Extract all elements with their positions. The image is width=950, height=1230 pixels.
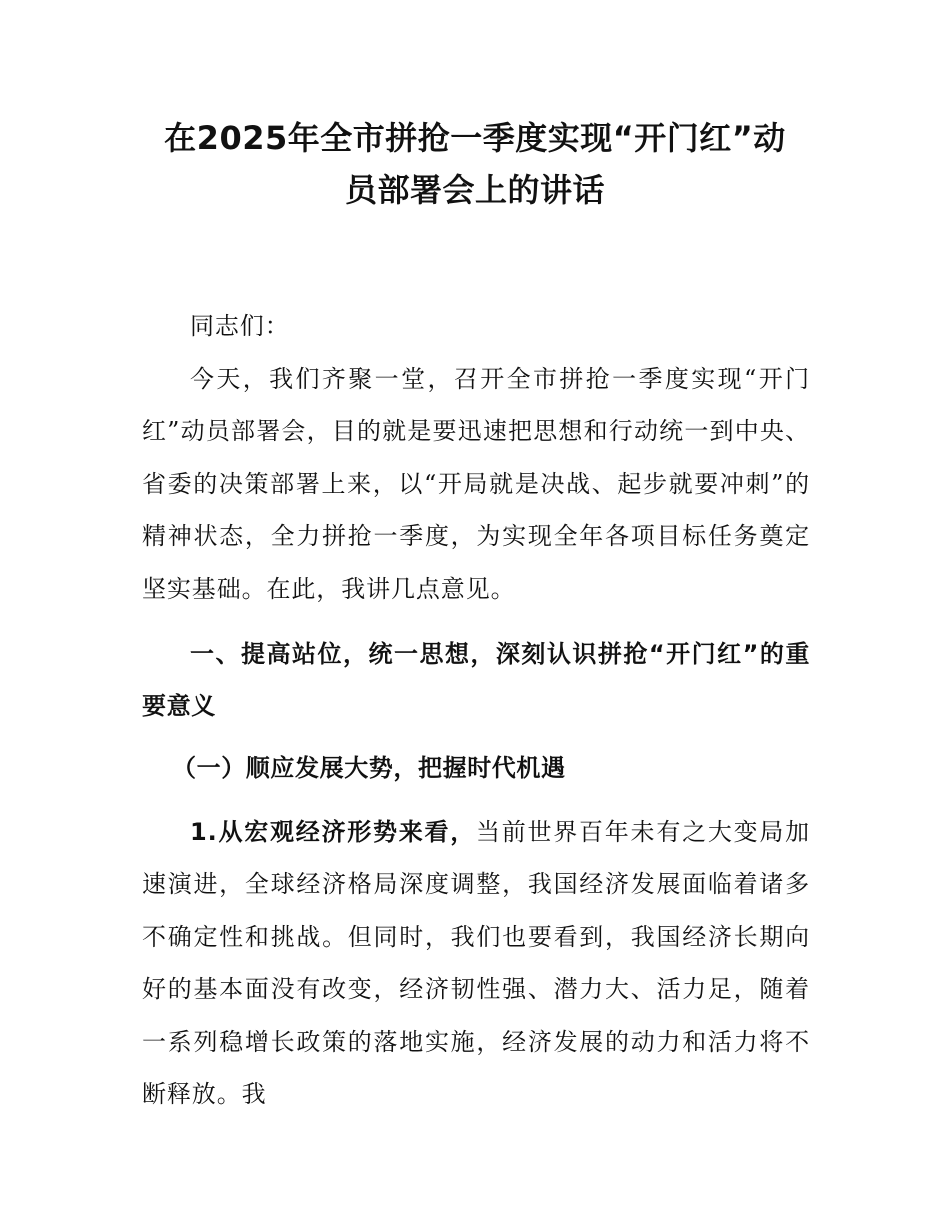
opening-paragraph: 今天，我们齐聚一堂，召开全市拼抢一季度实现“开门红”动员部署会，目的就是要迅速把思想和行动统一到中央、省委的决策部署上来，以“开局就是决战、起步就要冲刺”的精神状态，全力拼抢一季度，为实现全年各项目标任务奠定坚实基础。在此，我讲几点意见。: [142, 365, 810, 603]
paragraph-lead-phrase: 1.从宏观经济形势来看，: [190, 818, 477, 846]
salutation: 同志们：: [190, 312, 290, 340]
title-line-1: 在2025年全市拼抢一季度实现“开门红”动: [164, 119, 786, 157]
body-paragraph-2: [142, 806, 810, 1120]
section-heading-1: 一、提高站位，统一思想，深刻认识拼抢“开门红”的重要意义: [142, 640, 810, 721]
document-title: [140, 112, 810, 216]
paragraph-body-text: 当前世界百年未有之大变局加速演进，全球经济格局深度调整，我国经济发展面临着诸多不确定性和挑战。但同时，我们也要看到，我国经济长期向好的基本面没有改变，经济韧性强、潜力大、活力足，随着一系列稳增长政策的落地实施，经济发展的动力和活力将不断释放。我: [142, 818, 810, 1109]
title-line-2: 员部署会上的讲话: [344, 171, 605, 209]
subsection-heading-1: （一）顺应发展大势，把握时代机遇: [172, 754, 566, 782]
